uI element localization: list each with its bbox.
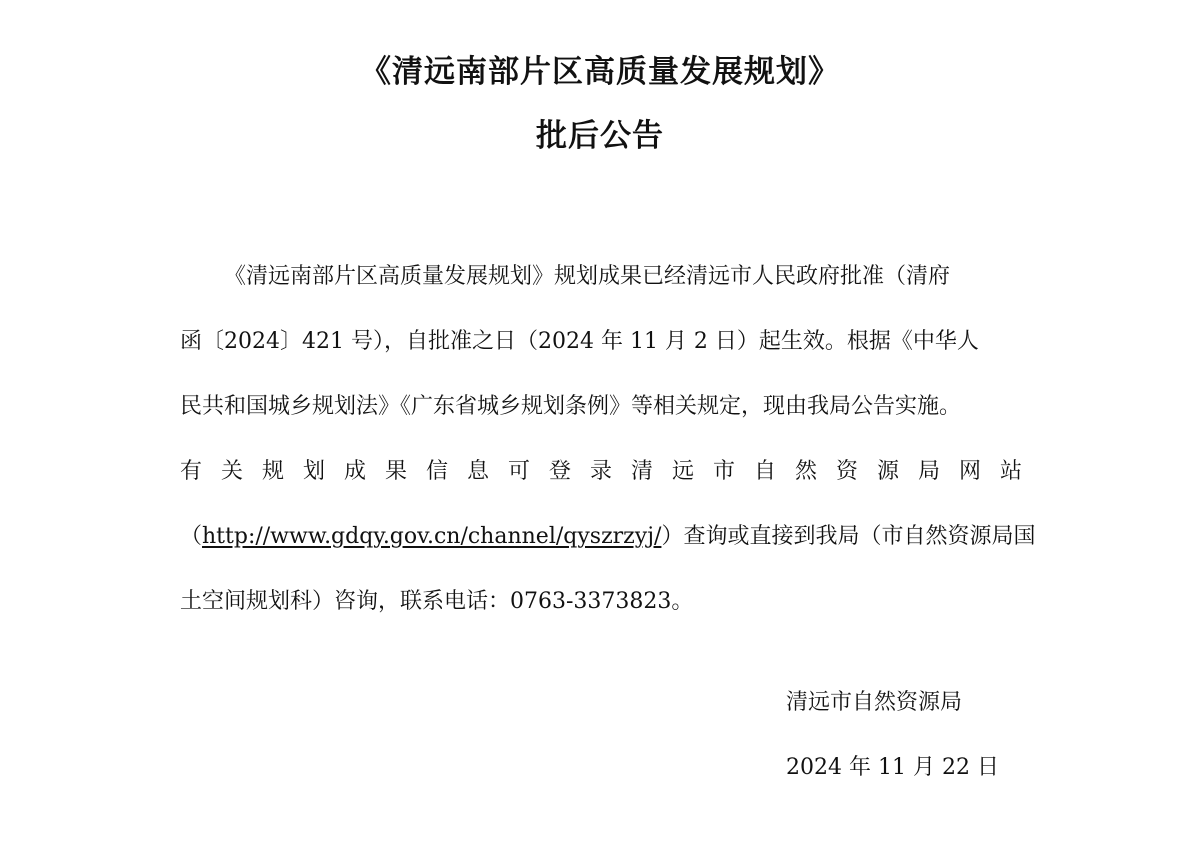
document-subtitle: 批后公告 <box>536 118 664 154</box>
body-line-4: 有 关 规 划 成 果 信 息 可 登 录 清 远 市 自 然 资 源 局 网 站 <box>180 459 1022 484</box>
body-line-2: 函〔2024〕421 号），自批准之日（2024 年 11 月 2 日）起生效。根据《中华人 <box>180 329 979 354</box>
announcement-body <box>180 244 1036 634</box>
signature-organization: 清远市自然资源局 <box>786 690 963 715</box>
bracket-open: （ <box>180 524 203 549</box>
signature-date: 2024 年 11 月 22 日 <box>786 755 999 780</box>
body-line-3: 民共和国城乡规划法》《广东省城乡规划条例》等相关规定，现由我局公告实施。 <box>180 394 962 419</box>
website-link[interactable]: http://www.gdqy.gov.cn/channel/qyszrzyj/ <box>202 524 662 549</box>
body-line-1: 《清远南部片区高质量发展规划》规划成果已经清远市人民政府批准（清府 <box>224 264 951 289</box>
document-title: 《清远南部片区高质量发展规划》 <box>360 54 840 90</box>
body-line-5 <box>180 504 1036 569</box>
body-line-5-rest: ）查询或直接到我局（市自然资源局国 <box>661 524 1036 549</box>
body-line-6: 土空间规划科）咨询，联系电话：0763-3373823。 <box>180 589 694 614</box>
